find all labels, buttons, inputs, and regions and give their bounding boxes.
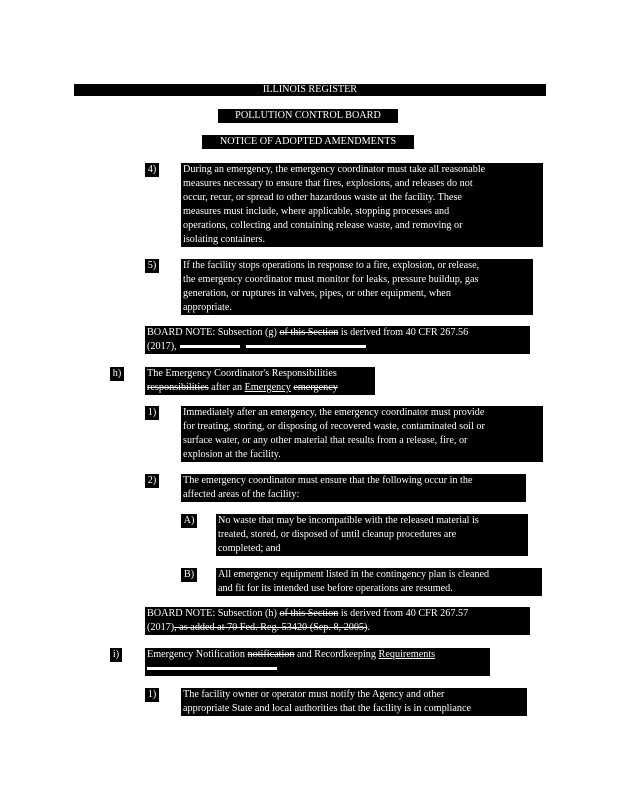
item-i1-label: 1)	[145, 688, 159, 702]
item-h1-text: Immediately after an emergency, the emergency coordinator must provide for treating, storing, or disposing of recovered waste, contaminated soil or surface water, or any other material that results from a release, fire, or explosion at the facility.	[181, 406, 543, 462]
item-h2a-label: A)	[181, 514, 197, 528]
redacted-mark	[246, 345, 366, 348]
redacted-mark	[147, 667, 277, 670]
item-h2b-label: B)	[181, 568, 197, 582]
section-i-label: i)	[110, 648, 122, 662]
item-4-label: 4)	[145, 163, 159, 177]
board-note-h: BOARD NOTE: Subsection (h) of this Section is derived from 40 CFR 267.57 (2017), as added at 70 Fed. Reg. 53420 (Sep. 8, 2005).	[145, 607, 530, 635]
board-note-g: BOARD NOTE: Subsection (g) of this Section is derived from 40 CFR 267.56 (2017),	[145, 326, 530, 354]
item-h1-label: 1)	[145, 406, 159, 420]
item-h2-label: 2)	[145, 474, 159, 488]
item-h2a-text: No waste that may be incompatible with the released material is treated, stored, or disposed of until cleanup procedures are completed; and	[216, 514, 528, 556]
register-title: ILLINOIS REGISTER	[262, 84, 358, 95]
item-h2b-text: All emergency equipment listed in the contingency plan is cleaned and fit for its intended use before operations are resumed.	[216, 568, 542, 596]
register-header	[74, 84, 546, 96]
item-h2-text: The emergency coordinator must ensure that the following occur in the affected areas of the facility:	[181, 474, 526, 502]
redacted-mark	[180, 345, 240, 348]
item-i1-text: The facility owner or operator must notify the Agency and other appropriate State and local authorities that the facility is in compliance	[181, 688, 527, 716]
notice-header: NOTICE OF ADOPTED AMENDMENTS	[202, 135, 414, 149]
item-5-label: 5)	[145, 259, 159, 273]
board-header: POLLUTION CONTROL BOARD	[218, 109, 398, 123]
section-i-title: Emergency Notification notification and Recordkeeping Requirements	[145, 648, 490, 676]
section-h-label: h)	[110, 367, 124, 381]
section-h-title: The Emergency Coordinator's Responsibilities responsibilities after an Emergency emergency	[145, 367, 375, 395]
item-4-text: During an emergency, the emergency coordinator must take all reasonable measures necessary to ensure that fires, explosions, and releases do not occur, recur, or spread to other hazardous waste at the facility. These measures must include, where applicable, stopping processes and operations, collecting and containing release waste, and removing or isolating containers.	[181, 163, 543, 247]
item-5-text: If the facility stops operations in response to a fire, explosion, or release, the emergency coordinator must monitor for leaks, pressure buildup, gas generation, or ruptures in valves, pipes, or other equipment, when appropriate.	[181, 259, 533, 315]
